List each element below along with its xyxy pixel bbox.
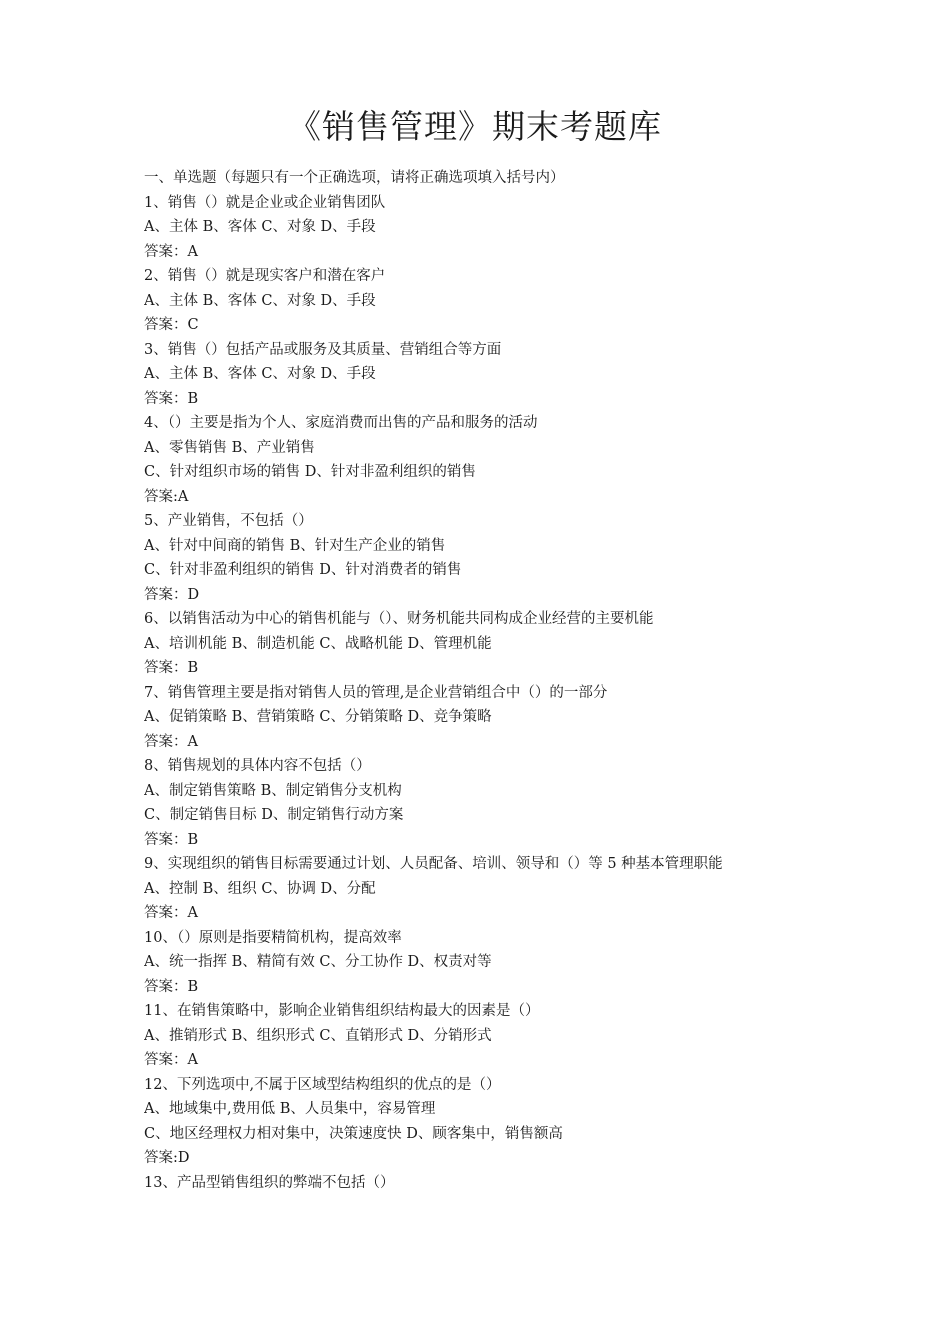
question-stem: 5、产业销售，不包括（）: [144, 513, 313, 529]
answer-line: 答案：B: [144, 831, 199, 848]
options-line: C、针对组织市场的销售 D、针对非盈利组织的销售: [144, 464, 476, 480]
answer-line: 答案:D: [144, 1150, 190, 1166]
question-stem: 11、在销售策略中，影响企业销售组织结构最大的因素是（）: [144, 1003, 540, 1019]
options-line: A、统一指挥 B、精简有效 C、分工协作 D、权责对等: [144, 954, 492, 970]
options-line: C、制定销售目标 D、制定销售行动方案: [144, 807, 404, 823]
answer-line: 答案：C: [144, 317, 199, 333]
answer-line: 答案：A: [144, 733, 198, 750]
question-stem: 13、产品型销售组织的弊端不包括（）: [144, 1174, 395, 1191]
answer-line: 答案：A: [144, 1052, 198, 1068]
question-stem: 6、以销售活动为中心的销售机能与（）、财务机能共同构成企业经营的主要机能: [144, 611, 654, 627]
options-line: A、主体 B、客体 C、对象 D、手段: [144, 292, 376, 309]
options-line: A、地域集中,费用低 B、人员集中，容易管理: [144, 1101, 436, 1117]
answer-line: 答案：B: [144, 390, 199, 407]
question-stem: 9、实现组织的销售目标需要通过计划、人员配备、培训、领导和（）等 5 种基本管理职能: [144, 856, 723, 872]
answer-line: 答案：B: [144, 660, 199, 676]
options-line: A、针对中间商的销售 B、针对生产企业的销售: [144, 537, 446, 554]
answer-line: 答案：D: [144, 586, 200, 603]
question-stem: 3、销售（）包括产品或服务及其质量、营销组合等方面: [144, 341, 502, 358]
options-line: C、针对非盈利组织的销售 D、针对消费者的销售: [144, 562, 462, 578]
question-list: [144, 166, 924, 1195]
options-line: A、培训机能 B、制造机能 C、战略机能 D、管理机能: [144, 635, 492, 652]
options-line: A、主体 B、客体 C、对象 D、手段: [144, 219, 376, 235]
question-stem: 8、销售规划的具体内容不包括（）: [144, 758, 371, 774]
answer-line: 答案:A: [144, 488, 189, 505]
options-line: A、推销形式 B、组织形式 C、直销形式 D、分销形式: [144, 1027, 492, 1044]
question-stem: 1、销售（）就是企业或企业销售团队: [144, 194, 386, 211]
answer-line: 答案：A: [144, 243, 198, 260]
options-line: A、促销策略 B、营销策略 C、分销策略 D、竞争策略: [144, 709, 492, 725]
question-stem: 4、（）主要是指为个人、家庭消费而出售的产品和服务的活动: [144, 415, 538, 431]
question-stem: 12、下列选项中,不属于区域型结构组织的优点的是（）: [144, 1076, 501, 1093]
question-stem: 7、销售管理主要是指对销售人员的管理,是企业营销组合中（）的一部分: [144, 684, 608, 701]
options-line: A、控制 B、组织 C、协调 D、分配: [144, 880, 376, 897]
question-stem: 10、（）原则是指要精简机构，提高效率: [144, 929, 402, 946]
document-title: 《销售管理》期末考题库: [288, 107, 662, 146]
options-line: A、零售销售 B、产业销售: [144, 439, 315, 456]
options-line: A、主体 B、客体 C、对象 D、手段: [144, 366, 376, 382]
question-stem: 2、销售（）就是现实客户和潜在客户: [144, 268, 386, 284]
answer-line: 答案：A: [144, 905, 198, 921]
section-heading: 一、单选题（每题只有一个正确选项，请将正确选项填入括号内）: [144, 170, 565, 186]
options-line: A、制定销售策略 B、制定销售分支机构: [144, 782, 402, 799]
options-line: C、地区经理权力相对集中，决策速度快 D、顾客集中，销售额高: [144, 1125, 563, 1142]
answer-line: 答案：B: [144, 978, 199, 995]
